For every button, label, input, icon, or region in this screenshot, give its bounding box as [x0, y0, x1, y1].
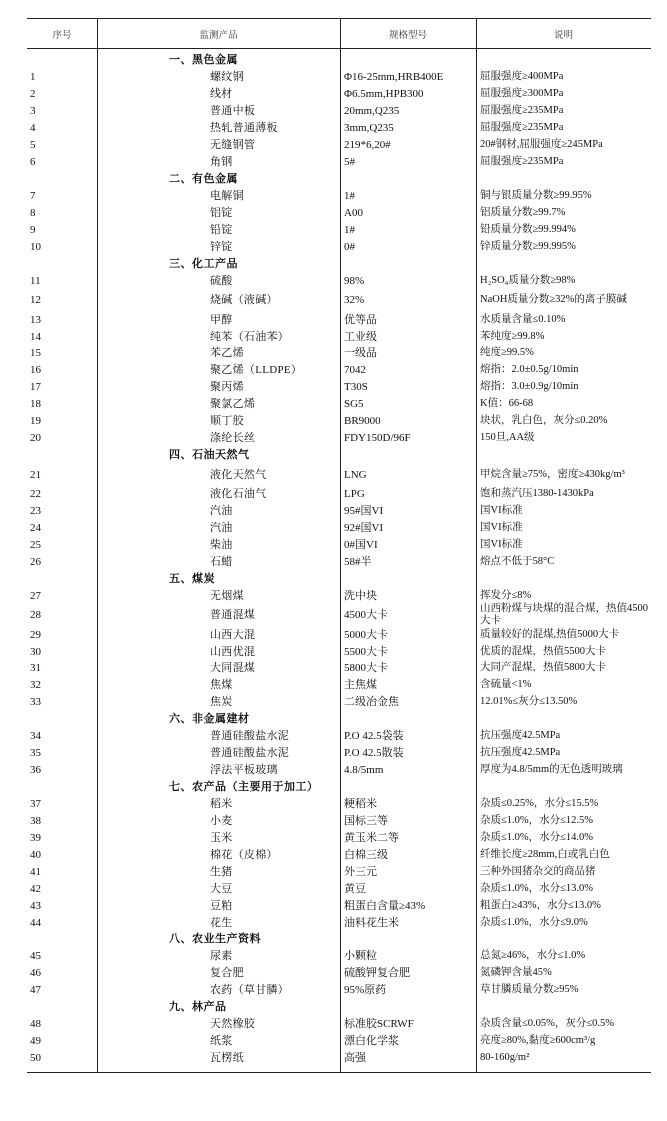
- product-name: 纯苯（石油苯）: [210, 330, 290, 343]
- spec-model: P.O 42.5袋装: [344, 730, 404, 743]
- description: 屈服强度≥235MPa: [480, 122, 564, 134]
- description: 屈服强度≥300MPa: [480, 88, 564, 100]
- spec-model: 白棉三级: [344, 848, 388, 861]
- section-title: 九、林产品: [169, 1001, 227, 1014]
- table-row: [27, 626, 651, 643]
- row-number: 42: [30, 882, 41, 895]
- product-name: 聚氯乙烯: [210, 398, 256, 411]
- spec-model: LNG: [344, 468, 367, 481]
- product-name: 稻米: [210, 797, 233, 810]
- row-number: 48: [30, 1018, 41, 1031]
- description: 锌质量分数≥99.995%: [480, 240, 576, 252]
- description: 熔指：2.0±0.5g/10min: [480, 364, 579, 376]
- description: 熔点不低于58°C: [480, 555, 555, 567]
- spec-model: 优等品: [344, 313, 377, 326]
- section-row: [27, 779, 651, 796]
- description: 粗蛋白≥43%，水分≤13.0%: [480, 899, 601, 911]
- description: 饱和蒸汽压1380-1430kPa: [480, 488, 594, 500]
- product-name: 棉花（皮棉）: [210, 848, 278, 861]
- description: 熔指：3.0±0.9g/10min: [480, 381, 579, 393]
- header-no: 序号: [52, 30, 72, 41]
- product-name: 锌锭: [210, 240, 233, 253]
- section-row: [27, 999, 651, 1016]
- description: K值：66-68: [480, 398, 534, 410]
- column-divider: [97, 18, 98, 1073]
- row-number: 37: [30, 797, 41, 810]
- table-row: [27, 1050, 651, 1067]
- product-name: 涤纶长丝: [210, 432, 256, 445]
- spec-model: 国标三等: [344, 814, 388, 827]
- section-row: [27, 447, 651, 464]
- spec-model: SG5: [344, 398, 364, 411]
- product-name: 花生: [210, 916, 233, 929]
- row-number: 41: [30, 865, 41, 878]
- description: 氮磷钾含量45%: [480, 967, 552, 979]
- product-name: 石蜡: [210, 555, 233, 568]
- row-number: 50: [30, 1052, 41, 1065]
- product-name: 顺丁胶: [210, 415, 244, 428]
- product-name: 铝锭: [210, 206, 233, 219]
- description: 含硫量<1%: [480, 679, 532, 691]
- table-row: [27, 1016, 651, 1033]
- row-number: 29: [30, 628, 41, 641]
- spec-model: 5500大卡: [344, 645, 388, 658]
- table-row: [27, 69, 651, 86]
- row-number: 31: [30, 662, 41, 675]
- spec-model: 黄豆: [344, 882, 366, 895]
- row-number: 25: [30, 538, 41, 551]
- row-number: 43: [30, 899, 41, 912]
- product-name: 小麦: [210, 814, 233, 827]
- spec-model: 98%: [344, 274, 365, 287]
- description: 草甘膦质量分数≥95%: [480, 984, 579, 996]
- table-row: [27, 519, 651, 536]
- row-number: 3: [30, 105, 36, 118]
- product-name: 尿素: [210, 950, 233, 963]
- table-row: [27, 587, 651, 604]
- table-row: [27, 660, 651, 677]
- column-divider: [340, 18, 341, 1073]
- description: 总氮≥46%，水分≤1.0%: [480, 950, 586, 962]
- table-row: [27, 796, 651, 813]
- table-row: [27, 86, 651, 103]
- row-number: 35: [30, 747, 41, 760]
- table-row: [27, 103, 651, 120]
- table-row: [27, 486, 651, 503]
- row-number: 20: [30, 432, 41, 445]
- description: 杂质≤1.0%，水分≤13.0%: [480, 882, 594, 894]
- description: 屈服强度≥400MPa: [480, 71, 564, 83]
- row-number: 17: [30, 381, 41, 394]
- header-desc: 说明: [553, 30, 573, 41]
- spec-model: 4500大卡: [344, 609, 388, 622]
- description: 国VI标准: [480, 504, 523, 516]
- table-row: [27, 536, 651, 553]
- product-name: 汽油: [210, 504, 233, 517]
- spec-model: 二级冶金焦: [344, 696, 399, 709]
- section-row: [27, 171, 651, 188]
- description: 大同产混煤，热值5800大卡: [480, 662, 606, 674]
- section-title: 三、化工产品: [169, 257, 238, 270]
- table-row: [27, 812, 651, 829]
- spec-model: 1#: [344, 223, 355, 236]
- description: 厚度为4.8/5mm的无色透明玻璃: [480, 764, 623, 776]
- spec-model: 小颗粒: [344, 950, 377, 963]
- row-number: 33: [30, 696, 41, 709]
- row-number: 44: [30, 916, 41, 929]
- spec-model: 4.8/5mm: [344, 764, 384, 777]
- spec-model: 5#: [344, 156, 355, 169]
- product-name: 硫酸: [210, 274, 233, 287]
- spec-model: A00: [344, 206, 363, 219]
- description: 杂质≤1.0%，水分≤9.0%: [480, 916, 588, 928]
- monitoring-table: [27, 18, 651, 1073]
- table-row: [27, 694, 651, 711]
- description: 苯纯度≥99.8%: [480, 330, 545, 342]
- product-name: 电解铜: [210, 189, 244, 202]
- description: 抗压强度42.5MPa: [480, 747, 561, 759]
- description: 纯度≥99.5%: [480, 347, 534, 359]
- product-name: 铅锭: [210, 223, 233, 236]
- product-name: 瓦楞纸: [210, 1052, 244, 1065]
- description: 铅质量分数≥99.994%: [480, 223, 576, 235]
- section-title: 八、农业生产资料: [169, 933, 261, 946]
- row-number: 23: [30, 504, 41, 517]
- row-number: 5: [30, 139, 36, 152]
- table-row: [27, 503, 651, 520]
- section-title: 四、石油天然气: [169, 449, 250, 462]
- spec-model: 高强: [344, 1052, 366, 1065]
- row-number: 27: [30, 589, 41, 602]
- product-name: 无烟煤: [210, 589, 244, 602]
- spec-model: 工业级: [344, 330, 377, 343]
- row-number: 32: [30, 679, 41, 692]
- description: 国VI标准: [480, 521, 523, 533]
- product-name: 线材: [210, 88, 233, 101]
- row-number: 36: [30, 764, 41, 777]
- description: 20#钢材,屈服强度≥245MPa: [480, 139, 603, 151]
- product-name: 普通硅酸盐水泥: [210, 730, 290, 743]
- product-name: 液化石油气: [210, 488, 267, 501]
- product-name: 液化天然气: [210, 468, 267, 481]
- product-name: 生猪: [210, 865, 233, 878]
- row-number: 24: [30, 521, 41, 534]
- description: 水质量含量≤0.10%: [480, 313, 566, 325]
- section-row: [27, 52, 651, 69]
- table-row: [27, 413, 651, 430]
- row-number: 21: [30, 468, 41, 481]
- table-row: [27, 553, 651, 570]
- product-name: 汽油: [210, 521, 233, 534]
- row-number: 40: [30, 848, 41, 861]
- description: 杂质≤1.0%，水分≤12.5%: [480, 814, 594, 826]
- product-name: 纸浆: [210, 1035, 233, 1048]
- row-number: 10: [30, 240, 41, 253]
- table-row: [27, 643, 651, 660]
- spec-model: 黄玉米二等: [344, 831, 399, 844]
- table-row: [27, 311, 651, 328]
- spec-model: 标准胶SCRWF: [344, 1018, 414, 1031]
- table-row: [27, 1033, 651, 1050]
- description: 三种外国猪杂交的商品猪: [480, 865, 596, 877]
- row-number: 14: [30, 330, 41, 343]
- row-number: 7: [30, 189, 36, 202]
- row-number: 26: [30, 555, 41, 568]
- table-row: [27, 430, 651, 447]
- spec-model: 油料花生米: [344, 916, 399, 929]
- product-name: 大同混煤: [210, 662, 256, 675]
- table-row: [27, 948, 651, 965]
- table-row: [27, 914, 651, 931]
- section-title: 六、非金属建材: [169, 713, 250, 726]
- product-name: 无缝钢管: [210, 139, 256, 152]
- row-number: 1: [30, 71, 36, 84]
- description: 杂质含量≤0.05%，灰分≤0.5%: [480, 1018, 615, 1030]
- section-row: [27, 570, 651, 587]
- row-number: 38: [30, 814, 41, 827]
- description: 挥发分≤8%: [480, 589, 532, 601]
- table-row: [27, 272, 651, 289]
- table-row: [27, 829, 651, 846]
- table-row: [27, 362, 651, 379]
- row-number: 46: [30, 967, 41, 980]
- product-name: 普通混煤: [210, 609, 256, 622]
- spec-model: LPG: [344, 488, 365, 501]
- description: 150旦,AA级: [480, 432, 535, 444]
- table-row: [27, 221, 651, 238]
- table-row: [27, 604, 651, 626]
- table-row: [27, 289, 651, 311]
- table-row: [27, 677, 651, 694]
- spec-model: FDY150D/96F: [344, 432, 411, 445]
- description: 杂质≤1.0%，水分≤14.0%: [480, 831, 594, 843]
- product-name: 柴油: [210, 538, 233, 551]
- column-divider: [476, 18, 477, 1073]
- spec-model: 粳稻米: [344, 797, 377, 810]
- spec-model: 7042: [344, 364, 366, 377]
- table-row: [27, 379, 651, 396]
- product-name: 玉米: [210, 831, 233, 844]
- spec-model: 粗蛋白含量≥43%: [344, 899, 426, 912]
- product-name: 浮法平板玻璃: [210, 764, 278, 777]
- spec-model: 漂白化学浆: [344, 1035, 399, 1048]
- row-number: 11: [30, 274, 41, 287]
- spec-model: 洗中块: [344, 589, 377, 602]
- spec-model: 一级品: [344, 347, 377, 360]
- table-row: [27, 188, 651, 205]
- product-name: 烧碱（液碱）: [210, 294, 278, 307]
- row-number: 15: [30, 347, 41, 360]
- row-number: 49: [30, 1035, 41, 1048]
- description: 杂质≤0.25%，水分≤15.5%: [480, 797, 599, 809]
- table-row: [27, 137, 651, 154]
- row-number: 39: [30, 831, 41, 844]
- spec-model: 0#: [344, 240, 355, 253]
- row-number: 16: [30, 364, 41, 377]
- spec-model: 219*6,20#: [344, 139, 391, 152]
- spec-model: Φ6.5mm,HPB300: [344, 88, 424, 101]
- table-row: [27, 238, 651, 255]
- table-row: [27, 728, 651, 745]
- product-name: 焦炭: [210, 696, 233, 709]
- section-title: 二、有色金属: [169, 173, 238, 186]
- spec-model: 95#国VI: [344, 504, 384, 517]
- spec-model: 0#国VI: [344, 538, 378, 551]
- spec-model: 外三元: [344, 865, 377, 878]
- row-number: 2: [30, 88, 36, 101]
- section-row: [27, 931, 651, 948]
- table-row: [27, 328, 651, 345]
- row-number: 8: [30, 206, 36, 219]
- product-name: 甲醇: [210, 313, 233, 326]
- spec-model: 硫酸钾复合肥: [344, 967, 410, 980]
- row-number: 6: [30, 156, 36, 169]
- row-number: 13: [30, 313, 41, 326]
- spec-model: Φ16-25mm,HRB400E: [344, 71, 444, 84]
- product-name: 天然橡胶: [210, 1018, 256, 1031]
- product-name: 焦煤: [210, 679, 233, 692]
- description: 块状，乳白色，灰分≤0.20%: [480, 415, 608, 427]
- description: 山西粉煤与块煤的混合煤，热值4500大卡: [480, 603, 648, 627]
- product-name: 大豆: [210, 882, 233, 895]
- description: H₂SO₄质量分数≥98%: [480, 274, 576, 286]
- spec-model: BR9000: [344, 415, 381, 428]
- description: 铝质量分数≥99.7%: [480, 206, 566, 218]
- product-name: 螺纹钢: [210, 71, 244, 84]
- header-spec: 规格型号: [388, 30, 427, 41]
- table-body: [27, 49, 651, 1073]
- row-number: 19: [30, 415, 41, 428]
- row-number: 30: [30, 645, 41, 658]
- table-row: [27, 846, 651, 863]
- table-header: [27, 18, 651, 49]
- spec-model: 92#国VI: [344, 521, 384, 534]
- table-row: [27, 745, 651, 762]
- description: 优质的混煤，热值5500大卡: [480, 645, 606, 657]
- spec-model: P.O 42.5散装: [344, 747, 404, 760]
- product-name: 普通硅酸盐水泥: [210, 747, 290, 760]
- row-number: 9: [30, 223, 36, 236]
- section-title: 五、煤炭: [169, 572, 215, 585]
- spec-model: 32%: [344, 294, 365, 307]
- table-row: [27, 204, 651, 221]
- row-number: 28: [30, 609, 41, 622]
- description: 抗压强度42.5MPa: [480, 730, 561, 742]
- spec-model: 95%原药: [344, 984, 387, 997]
- table-row: [27, 396, 651, 413]
- row-number: 12: [30, 294, 41, 307]
- product-name: 复合肥: [210, 967, 244, 980]
- description: 亮度≥80%,黏度≥600cm³/g: [480, 1035, 596, 1047]
- description: 屈服强度≥235MPa: [480, 156, 564, 168]
- table-row: [27, 880, 651, 897]
- row-number: 22: [30, 488, 41, 501]
- product-name: 普通中板: [210, 105, 256, 118]
- spec-model: 58#半: [344, 555, 372, 568]
- spec-model: 20mm,Q235: [344, 105, 400, 118]
- description: 屈服强度≥235MPa: [480, 105, 564, 117]
- table-row: [27, 154, 651, 171]
- spec-model: T30S: [344, 381, 368, 394]
- spec-model: 1#: [344, 189, 355, 202]
- product-name: 山西优混: [210, 645, 256, 658]
- description: 铜与银质量分数≥99.95%: [480, 189, 592, 201]
- row-number: 18: [30, 398, 41, 411]
- row-number: 4: [30, 122, 36, 135]
- product-name: 农药（草甘膦）: [210, 984, 290, 997]
- table-row: [27, 982, 651, 999]
- table-row: [27, 863, 651, 880]
- product-name: 聚丙烯: [210, 381, 244, 394]
- spec-model: 3mm,Q235: [344, 122, 394, 135]
- description: NaOH质量分数≥32%的离子膜碱: [480, 294, 627, 306]
- spec-model: 5000大卡: [344, 628, 388, 641]
- section-title: 七、农产品（主要用于加工）: [169, 781, 319, 794]
- table-row: [27, 120, 651, 137]
- product-name: 热轧普通薄板: [210, 122, 278, 135]
- row-number: 47: [30, 984, 41, 997]
- product-name: 山西大混: [210, 628, 256, 641]
- spec-model: 主焦煤: [344, 679, 377, 692]
- row-number: 45: [30, 950, 41, 963]
- table-row: [27, 464, 651, 486]
- product-name: 聚乙烯（LLDPE）: [210, 364, 303, 377]
- section-title: 一、黑色金属: [169, 54, 238, 67]
- table-row: [27, 345, 651, 362]
- product-name: 豆粕: [210, 899, 233, 912]
- product-name: 苯乙烯: [210, 347, 244, 360]
- spec-model: 5800大卡: [344, 662, 388, 675]
- description: 12.01%≤灰分≤13.50%: [480, 696, 578, 708]
- description: 甲烷含量≥75%，密度≥430kg/m³: [480, 468, 625, 480]
- description: 国VI标准: [480, 538, 523, 550]
- description: 质量较好的混煤,热值5000大卡: [480, 628, 620, 640]
- table-row: [27, 965, 651, 982]
- product-name: 角钢: [210, 156, 233, 169]
- section-row: [27, 255, 651, 272]
- row-number: 34: [30, 730, 41, 743]
- description: 80-160g/m²: [480, 1052, 530, 1064]
- section-row: [27, 711, 651, 728]
- table-row: [27, 762, 651, 779]
- table-row: [27, 897, 651, 914]
- description: 纤维长度≥28mm,白或乳白色: [480, 848, 610, 860]
- header-product: 监测产品: [199, 30, 238, 41]
